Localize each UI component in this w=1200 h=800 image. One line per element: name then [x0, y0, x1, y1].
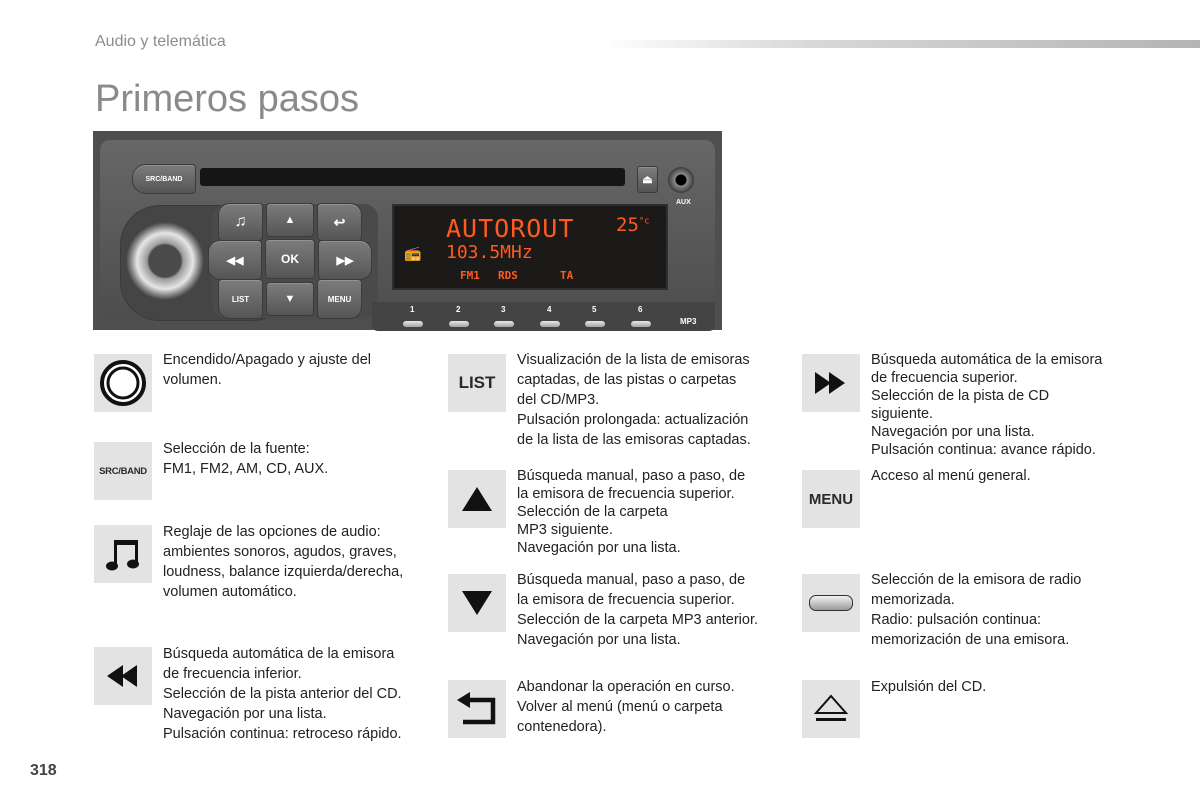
ok-button: OK — [265, 239, 315, 279]
arrow-up-icon — [459, 484, 495, 514]
back-button — [317, 203, 362, 241]
legend-text-music: Reglaje de las opciones de audio: ambientes sonoros, agudos, graves, loudness, balance izquierda/derecha, volumen automático. — [163, 524, 404, 600]
preset-button-1 — [403, 321, 423, 327]
legend-icon-eject — [802, 680, 860, 738]
eject-button — [637, 166, 658, 193]
legend-icon-down — [448, 574, 506, 632]
aux-jack — [668, 167, 694, 193]
preset-number-4: 4 — [547, 305, 552, 314]
legend-text-src-band: Selección de la fuente: FM1, FM2, AM, CD, AUX. — [163, 441, 329, 477]
legend-icon-fast-forward — [802, 354, 860, 412]
fast-forward-icon: ▶▶ — [336, 254, 354, 267]
preset-button-3 — [494, 321, 514, 327]
legend-text-fast-forward: Búsqueda automática de la emisora de frecuencia superior. Selección de la pista de CD siguiente. Navegación por una lista. Pulsación continua: avance rápido. — [871, 352, 1103, 458]
legend-icon-src-band — [94, 442, 152, 500]
preset-button-6 — [631, 321, 651, 327]
fast-forward-button — [318, 240, 372, 280]
back-return-icon — [455, 689, 499, 729]
list-button: LIST — [218, 279, 263, 319]
down-button — [266, 282, 314, 316]
legend-text-preset: Selección de la emisora de radio memorizada. Radio: pulsación continua: memorización de una emisora. — [871, 572, 1082, 648]
display-ta: TA — [560, 269, 574, 282]
legend-text-up: Búsqueda manual, paso a paso, de la emisora de frecuencia superior. Selección de la carpeta MP3 siguiente. Navegación por una lista. — [517, 468, 746, 556]
arrow-up-icon: ▲ — [284, 214, 296, 226]
preset-number-5: 5 — [592, 305, 597, 314]
arrow-down-icon: ▼ — [284, 293, 296, 305]
display-band: FM1 — [460, 269, 480, 282]
preset-button-2 — [449, 321, 469, 327]
legend-icon-rewind — [94, 647, 152, 705]
mp3-label: MP3 — [680, 317, 697, 326]
section-label: Audio y telemática — [95, 33, 226, 50]
page-number: 318 — [30, 762, 57, 779]
legend-text-eject: Expulsión del CD. — [871, 679, 987, 695]
preset-number-2: 2 — [456, 305, 461, 314]
display-temperature: $25^{^\circ c}$ — [616, 214, 650, 236]
arrow-down-icon — [459, 588, 495, 618]
legend-icon-knob — [94, 354, 152, 412]
page-title: Primeros pasos — [95, 78, 359, 120]
legend-text-rewind: Búsqueda automática de la emisora de frecuencia inferior. Selección de la pista anterior del CD. Navegación por una lista. Pulsación continua: retroceso rápido. — [163, 646, 402, 742]
legend-text-down: Búsqueda manual, paso a paso, de la emisora de frecuencia superior. Selección de la carpeta MP3 anterior. Navegación por una lista. — [517, 572, 758, 648]
display-main-text: AUTOROUT — [446, 214, 575, 243]
fast-forward-icon — [811, 368, 851, 398]
volume-knob — [126, 222, 204, 300]
eject-icon — [811, 692, 851, 726]
menu-icon: MENU — [808, 490, 854, 508]
header-decorative-bar — [600, 40, 1200, 48]
music-note-icon — [101, 532, 145, 576]
rewind-icon — [103, 661, 143, 691]
back-return-icon: ↩ — [333, 213, 346, 230]
rewind-button — [208, 240, 262, 280]
radio-panel-illustration — [93, 131, 722, 330]
eject-icon: ⏏ — [642, 174, 653, 186]
cd-slot — [200, 168, 625, 186]
legend-icon-list — [448, 354, 506, 412]
legend-text-knob: Encendido/Apagado y ajuste del volumen. — [163, 352, 371, 388]
preset-button-icon — [809, 595, 853, 611]
preset-number-1: 1 — [410, 305, 415, 314]
legend-icon-up — [448, 470, 506, 528]
up-button — [266, 203, 314, 237]
preset-button-5 — [585, 321, 605, 327]
preset-button-4 — [540, 321, 560, 327]
radio-faceplate — [100, 140, 715, 326]
radio-display — [392, 204, 668, 290]
display-rds: RDS — [498, 269, 518, 282]
legend-icon-back — [448, 680, 506, 738]
audio-settings-button — [218, 203, 263, 241]
music-note-icon: ♫ — [234, 213, 247, 230]
legend-icon-music — [94, 525, 152, 583]
list-icon: LIST — [458, 373, 496, 392]
power-volume-knob-icon — [98, 358, 148, 408]
preset-number-6: 6 — [638, 305, 643, 314]
legend-icon-menu — [802, 470, 860, 528]
rewind-icon: ◀◀ — [226, 254, 244, 267]
legend-text-menu: Acceso al menú general. — [871, 468, 1031, 484]
display-frequency: 103.5MHz — [446, 242, 533, 263]
legend-text-back: Abandonar la operación en curso. Volver al menú (menú o carpeta contenedora). — [517, 679, 735, 735]
preset-number-3: 3 — [501, 305, 506, 314]
src-band-icon: SRC/BAND — [99, 465, 147, 477]
legend-icon-preset — [802, 574, 860, 632]
aux-label: AUX — [676, 199, 691, 206]
radio-icon: 📻 — [404, 246, 422, 262]
menu-button: MENU — [317, 279, 362, 319]
src-band-button: SRC/BAND — [132, 164, 196, 194]
legend-text-list: Visualización de la lista de emisoras captadas, de las pistas o carpetas del CD/MP3. Pulsación prolongada: actualización de la lista de las emisoras captadas. — [517, 352, 751, 448]
